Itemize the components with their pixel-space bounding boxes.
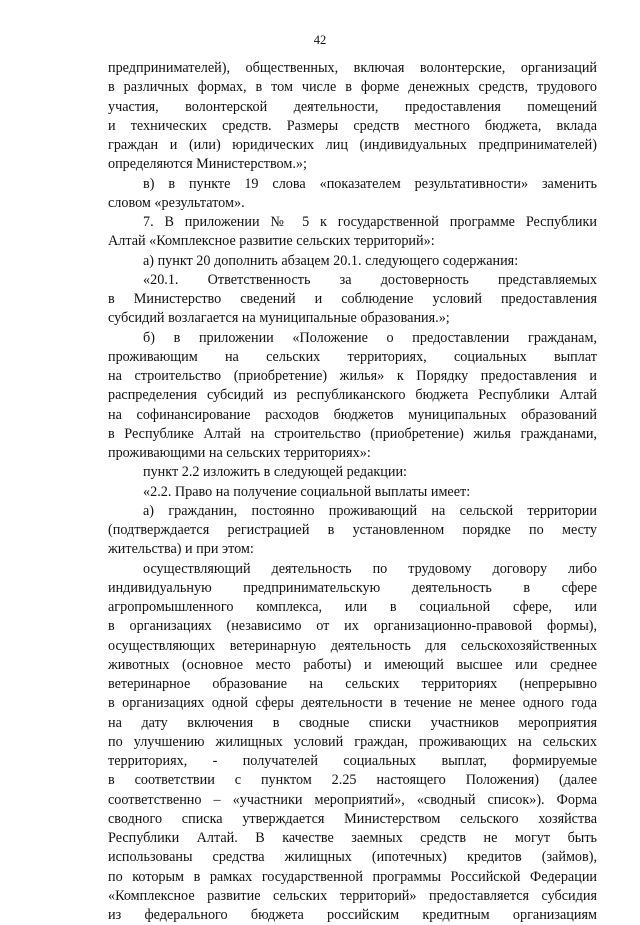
text-line: в различных формах, в том числе в форме денежных средств, трудового [108,79,597,96]
text-line: на дату включения в сводные списки участников мероприятия [108,714,597,731]
text-line: из федерального бюджета российским кредитным организациям [108,907,597,923]
text-line: в соответствии с пунктом 2.25 настоящего Положения) (далее [108,772,597,789]
text-line: «Комплексное развитие сельских территорий» предоставляется субсидия [108,887,597,904]
text-line: жительства) и при этом: [108,541,254,558]
text-line: «20.1. Ответственность за достоверность представляемых [143,271,597,288]
text-line: в) в пункте 19 слова «показателем результативности» заменить [143,175,597,192]
text-line: ветеринарное образование на сельских территориях (непрерывно [108,676,597,692]
text-line: индивидуальную предпринимательскую деятельность в сфере [108,579,597,596]
text-line: территориях, - получателей социальных выплат, формируемые [108,753,597,769]
document-body [108,59,597,925]
text-line: словом «результатом». [108,194,245,211]
text-line: Республики Алтай. В качестве заемных средств не могут быть [108,830,597,846]
text-line: граждан и (или) юридических лиц (индивидуальных предпринимателей) [108,137,597,153]
text-line: Алтай «Комплексное развитие сельских территорий»: [108,233,435,250]
page-number: 42 [313,33,327,47]
text-line: а) пункт 20 дополнить абзацем 20.1. следующего содержания: [143,252,519,269]
text-line: (подтверждается регистрацией в установленном порядке по месту [108,522,597,538]
text-line: предпринимателей), общественных, включая волонтерские, организаций [108,60,597,76]
text-line: проживающими на сельских территориях»: [108,445,371,461]
text-line: б) в приложении «Положение о предоставлении гражданам, [143,329,597,346]
text-line: осуществляющий деятельность по трудовому договору либо [143,560,597,577]
text-line: по улучшению жилищных условий граждан, проживающих на сельских [108,733,597,750]
text-line: использованы средства жилищных (ипотечных) кредитов (займов), [108,849,597,866]
text-line: по которым в рамках государственной программы Российской Федерации [108,868,597,885]
text-line: в организациях одной сферы деятельности в течение не менее одного года [108,695,597,712]
text-line: распределения субсидий из республиканского бюджета Республики Алтай [108,387,597,404]
text-line: пункт 2.2 изложить в следующей редакции: [143,464,407,481]
text-line: сводного списка утверждается Министерством сельского хозяйства [108,810,597,827]
text-line: и технических средств. Размеры средств местного бюджета, вклада [108,117,597,134]
text-line: агропромышленного комплекса, или в социальной сфере, или [108,599,597,615]
text-line: на софинансирование расходов бюджетов муниципальных образований [108,406,597,423]
text-line: участия, волонтерской деятельности, предоставления помещений [108,98,597,115]
text-line: животных (основное место работы) и имеющий высшее или среднее [108,656,597,673]
text-line: а) гражданин, постоянно проживающий на сельской территории [143,502,597,519]
text-line: в организациях (независимо от их организационно-правовой формы), [108,618,597,635]
text-line: «2.2. Право на получение социальной выплаты имеет: [143,483,471,500]
text-line: проживающим на сельских территориях, социальных выплат [108,348,597,365]
text-line: в Республике Алтай на строительство (приобретение) жилья гражданами, [108,425,597,442]
text-line: субсидий возлагается на муниципальные образования.»; [108,310,450,327]
text-line: соответственно – «участники мероприятий», «сводный список»). Форма [108,791,597,808]
text-line: определяются Министерством.»; [108,156,307,173]
text-line: 7. В приложении № 5 к государственной программе Республики [143,214,597,230]
text-line: на строительство (приобретение) жилья» к Порядку предоставления и [108,368,597,384]
text-line: в Министерство сведений и соблюдение условий предоставления [108,291,597,307]
text-line: осуществляющих ветеринарную деятельность для сельскохозяйственных [108,637,597,654]
